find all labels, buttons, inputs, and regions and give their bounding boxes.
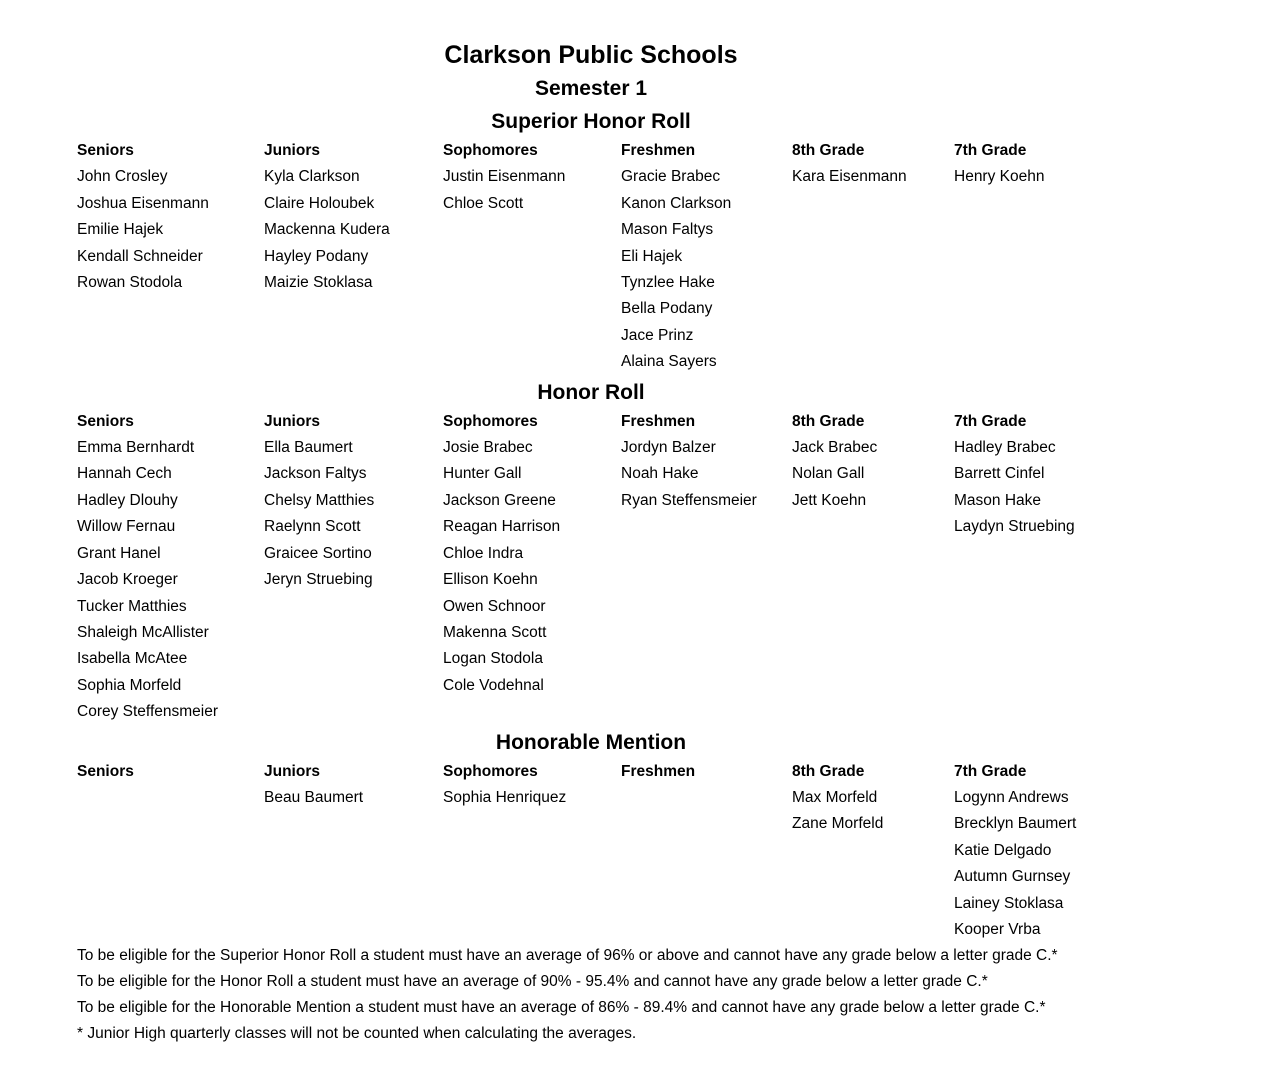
- student-name: Jackson Faltys: [264, 465, 367, 483]
- grade-column-header: 7th Grade: [954, 412, 1027, 430]
- grade-column-header: Sophomores: [443, 762, 538, 780]
- student-name: Tucker Matthies: [77, 597, 187, 615]
- student-name: Logynn Andrews: [954, 788, 1069, 806]
- section-superior-honor-roll: [77, 105, 1105, 376]
- grade-column-header: 7th Grade: [954, 762, 1027, 780]
- student-name: Mason Faltys: [621, 221, 714, 239]
- student-name: Autumn Gurnsey: [954, 868, 1071, 886]
- grade-column-header: Sophomores: [443, 412, 538, 430]
- student-name: Ella Baumert: [264, 439, 353, 457]
- grade-column-header: Juniors: [264, 762, 320, 780]
- student-name: Chloe Scott: [443, 194, 524, 212]
- student-name: Nolan Gall: [792, 465, 865, 483]
- student-name: Chelsy Matthies: [264, 491, 375, 509]
- section-heading: Superior Honor Roll: [491, 110, 691, 133]
- student-name: Graicee Sortino: [264, 544, 372, 562]
- student-name: Emma Bernhardt: [77, 439, 195, 457]
- grade-column-freshmen: [621, 409, 792, 726]
- student-name: Hunter Gall: [443, 465, 522, 483]
- student-name: Hadley Dlouhy: [77, 491, 178, 509]
- student-name: Barrett Cinfel: [954, 465, 1045, 483]
- student-name: Kendall Schneider: [77, 247, 203, 265]
- grade-column-juniors: [264, 138, 443, 376]
- student-name: Noah Hake: [621, 465, 699, 483]
- grade-column-header: Sophomores: [443, 142, 538, 159]
- grade-column-header: 8th Grade: [792, 142, 865, 159]
- student-name: Hayley Podany: [264, 247, 369, 265]
- student-name: Chloe Indra: [443, 544, 524, 562]
- grade-column-seniors: [77, 409, 264, 726]
- student-name: Beau Baumert: [264, 788, 364, 806]
- grade-column-8th-grade: [792, 409, 954, 726]
- grade-column-8th-grade: [792, 138, 954, 376]
- student-name: Raelynn Scott: [264, 518, 361, 536]
- grade-column-header: Freshmen: [621, 412, 696, 430]
- student-name: Max Morfeld: [792, 788, 878, 806]
- student-name: Jordyn Balzer: [621, 439, 716, 457]
- section-honorable-mention: [77, 726, 1105, 944]
- grade-column-freshmen: [621, 138, 792, 376]
- student-name: Sophia Henriquez: [443, 788, 567, 806]
- student-name: Kanon Clarkson: [621, 194, 732, 212]
- student-name: Mackenna Kudera: [264, 221, 390, 239]
- student-name: Eli Hajek: [621, 247, 683, 265]
- grade-column-header: 7th Grade: [954, 142, 1027, 159]
- student-name: Jace Prinz: [621, 326, 694, 344]
- student-name: Tynzlee Hake: [621, 274, 715, 292]
- grade-column-header: Seniors: [77, 412, 134, 430]
- grade-column-seniors: [77, 759, 264, 944]
- section-heading: Honor Roll: [537, 380, 645, 404]
- footnote-honor-roll: To be eligible for the Honor Roll a student must have an average of 90% - 95.4% and cannot have any grade below a letter grade C.*: [77, 973, 988, 991]
- sections-container: [77, 105, 1105, 943]
- student-name: Willow Fernau: [77, 518, 176, 536]
- student-name: John Crosley: [77, 168, 168, 186]
- student-name: Jett Koehn: [792, 491, 867, 509]
- student-name: Jacob Kroeger: [77, 571, 178, 589]
- student-name: Joshua Eisenmann: [77, 194, 209, 212]
- student-name: Laydyn Struebing: [954, 518, 1075, 536]
- student-name: Henry Koehn: [954, 168, 1045, 186]
- grade-column-sophomores: [443, 759, 621, 944]
- student-name: Zane Morfeld: [792, 815, 884, 833]
- student-name: Brecklyn Baumert: [954, 815, 1077, 833]
- grade-column-header: Freshmen: [621, 142, 696, 159]
- student-name: Kara Eisenmann: [792, 168, 907, 186]
- student-name: Kooper Vrba: [954, 920, 1041, 938]
- student-name: Shaleigh McAllister: [77, 623, 209, 641]
- student-name: Jeryn Struebing: [264, 571, 373, 589]
- grade-column-header: 8th Grade: [792, 762, 865, 780]
- student-name: Kyla Clarkson: [264, 168, 360, 186]
- student-name: Makenna Scott: [443, 623, 547, 641]
- grade-column-sophomores: [443, 138, 621, 376]
- footnotes: [77, 943, 1267, 1047]
- grade-column-7th-grade: [954, 138, 1105, 376]
- footnote-junior-high: * Junior High quarterly classes will not be counted when calculating the averages.: [77, 1025, 637, 1043]
- grade-columns: [77, 138, 1105, 376]
- page-title: Clarkson Public Schools: [444, 41, 738, 69]
- grade-column-juniors: [264, 409, 443, 726]
- student-name: Ryan Steffensmeier: [621, 491, 757, 509]
- grade-column-header: Freshmen: [621, 762, 696, 780]
- grade-column-header: Seniors: [77, 762, 134, 780]
- grade-columns: [77, 409, 1105, 726]
- student-name: Jackson Greene: [443, 491, 556, 509]
- grade-column-7th-grade: [954, 409, 1105, 726]
- student-name: Sophia Morfeld: [77, 676, 182, 694]
- grade-column-8th-grade: [792, 759, 954, 944]
- student-name: Corey Steffensmeier: [77, 703, 218, 721]
- grade-column-header: Seniors: [77, 142, 134, 159]
- student-name: Claire Holoubek: [264, 194, 375, 212]
- student-name: Emilie Hajek: [77, 221, 164, 239]
- student-name: Owen Schnoor: [443, 597, 546, 615]
- student-name: Isabella McAtee: [77, 650, 188, 668]
- grade-column-sophomores: [443, 409, 621, 726]
- semester-subtitle: Semester 1: [534, 77, 648, 100]
- footnote-superior-honor-roll: To be eligible for the Superior Honor Roll a student must have an average of 96% or above and cannot have any grade below a letter grade C.*: [77, 947, 1058, 965]
- student-name: Josie Brabec: [443, 439, 533, 457]
- student-name: Alaina Sayers: [621, 353, 717, 371]
- footnote-honorable-mention: To be eligible for the Honorable Mention a student must have an average of 86% - 89.4% and cannot have any grade below a letter grade C.*: [77, 999, 1046, 1017]
- student-name: Jack Brabec: [792, 439, 878, 457]
- section-heading: Honorable Mention: [495, 730, 687, 754]
- student-name: Hannah Cech: [77, 465, 172, 483]
- student-name: Cole Vodehnal: [443, 676, 544, 694]
- grade-columns: [77, 759, 1105, 944]
- grade-column-7th-grade: [954, 759, 1105, 944]
- student-name: Logan Stodola: [443, 650, 543, 668]
- student-name: Lainey Stoklasa: [954, 894, 1064, 912]
- grade-column-freshmen: [621, 759, 792, 944]
- student-name: Rowan Stodola: [77, 274, 183, 292]
- student-name: Bella Podany: [621, 300, 713, 318]
- grade-column-header: Juniors: [264, 412, 320, 430]
- student-name: Justin Eisenmann: [443, 168, 566, 186]
- grade-column-header: 8th Grade: [792, 412, 865, 430]
- student-name: Gracie Brabec: [621, 168, 721, 186]
- student-name: Hadley Brabec: [954, 439, 1056, 457]
- section-honor-roll: [77, 376, 1105, 726]
- student-name: Ellison Koehn: [443, 571, 538, 589]
- grade-column-header: Juniors: [264, 142, 320, 159]
- student-name: Mason Hake: [954, 491, 1042, 509]
- student-name: Katie Delgado: [954, 841, 1052, 859]
- content-area: [77, 38, 1105, 943]
- grade-column-juniors: [264, 759, 443, 944]
- student-name: Maizie Stoklasa: [264, 274, 373, 292]
- grade-column-seniors: [77, 138, 264, 376]
- student-name: Grant Hanel: [77, 544, 161, 562]
- student-name: Reagan Harrison: [443, 518, 561, 536]
